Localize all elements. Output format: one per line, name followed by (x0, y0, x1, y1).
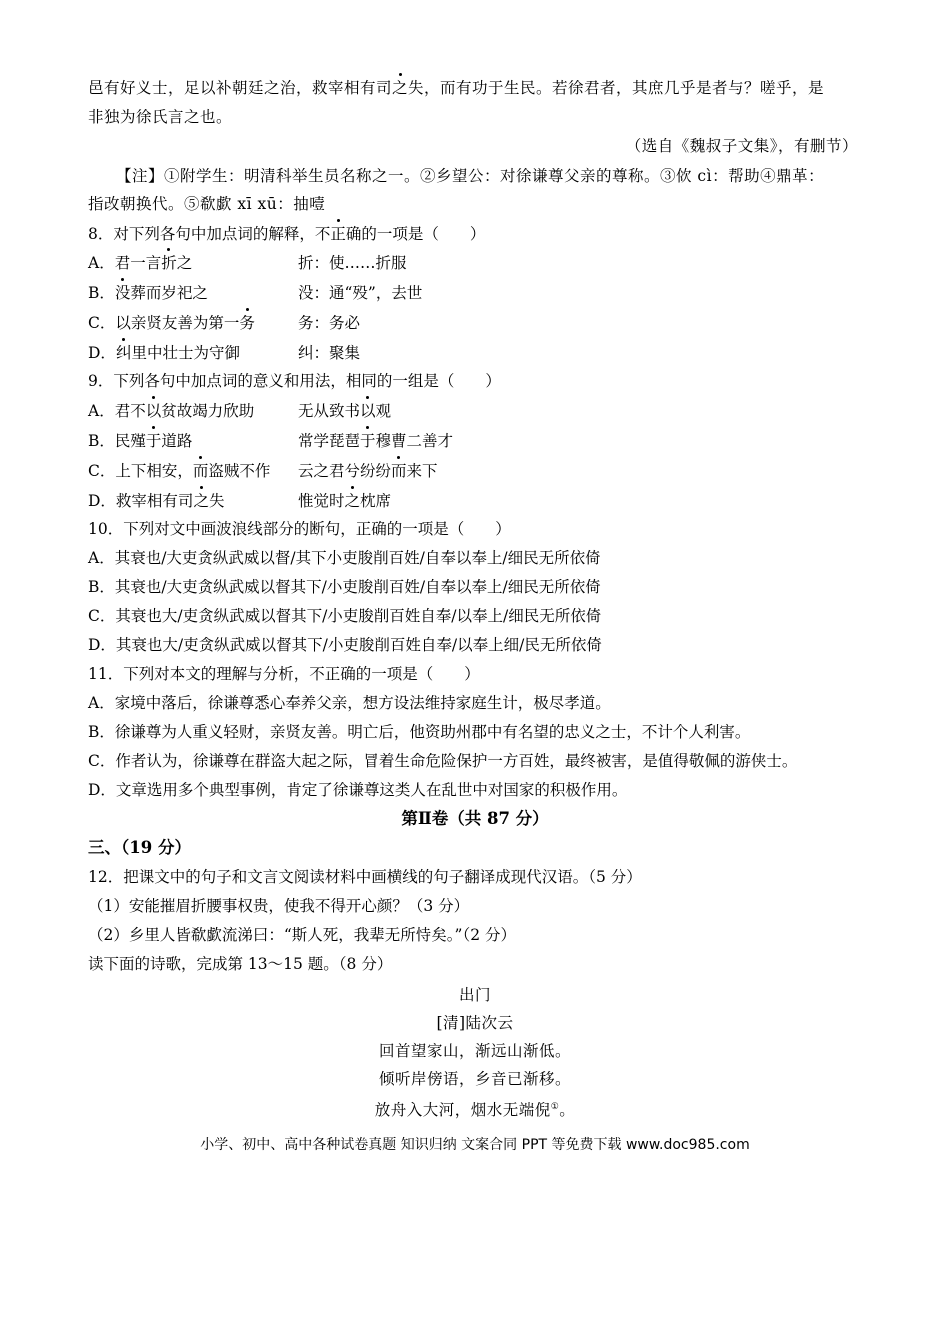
poem-line-2: 倾听岸傍语，乡音已渐移。 (378, 1070, 571, 1088)
option-text: B．民殣 (88, 432, 146, 450)
dotted-word: 折 (161, 254, 177, 272)
notes-line-2: 指改朝换代。⑤欷歔 xī xū：抽噎 (88, 195, 326, 213)
question-10-option-a: A．其衰也/大吏贪纵武威以督/其下小吏朘削百姓/自奉以奉上/细民无所依倚 (88, 549, 601, 567)
poem-text: 放舟入大河，烟水无端倪 (374, 1101, 551, 1120)
dotted-word: 不正确 (314, 225, 362, 243)
question-12-sentence-2: （2）乡里人皆欷歔流涕曰：“斯人死，我辈无所恃矣。”（2 分） (88, 926, 517, 944)
option-text: 贫故竭力欣助 (161, 402, 255, 420)
poem-instructions: 读下面的诗歌，完成第 13～15 题。（8 分） (88, 955, 393, 973)
poem-line-3 (0, 1097, 950, 1120)
question-10-option-c: C．其衰也大/吏贪纵武威以督其下/小吏朘削百姓自奉/以奉上/细民无所依倚 (88, 607, 602, 625)
question-10-option-b: B．其衰也/大吏贪纵武威以督其下/小吏朘削百姓/自奉以奉上/细民无所依倚 (88, 578, 601, 596)
page-footer: 小学、初中、高中各种试卷真题 知识归纳 文案合同 PPT 等免费下载 www.doc985.com (200, 1137, 750, 1153)
section-3-heading: 三、（19 分） (88, 838, 191, 857)
option-text: D．救宰相有司 (88, 492, 194, 510)
option-text: 道路 (161, 432, 193, 450)
option-text: 里中壮士为守御 (131, 344, 240, 362)
option-text: 无从致书 (298, 402, 361, 420)
option-text: A．君不 (88, 402, 146, 420)
poem-title: 出门 (458, 986, 491, 1004)
question-12-sentence-1: （1）安能摧眉折腰事权贵，使我不得开心颜？（3 分） (88, 897, 470, 915)
dotted-word: 而 (192, 462, 209, 480)
question-9-option-d-left (88, 491, 224, 511)
passage-line-1 (88, 78, 824, 98)
question-8-answer-c: 务：务必 (298, 314, 361, 332)
dotted-word: 没 (114, 284, 131, 302)
question-8-option-d (88, 343, 240, 363)
question-12-stem: 12．把课文中的句子和文言文阅读材料中画横线的句子翻译成现代汉语。（5 分） (88, 868, 642, 886)
footnote-marker: ① (550, 1102, 560, 1112)
dotted-word: 纠 (115, 344, 132, 362)
question-9-stem: 9．下列各句中加点词的意义和用法，相同的一组是（ ） (88, 372, 501, 390)
option-text: B． (88, 284, 115, 302)
option-text: D． (88, 344, 116, 362)
option-text: 失 (208, 492, 225, 510)
dotted-word: 务 (239, 314, 255, 332)
option-text: 云之君兮纷纷 (298, 462, 392, 480)
question-8-option-a (88, 253, 192, 273)
option-text: 葬而岁祀之 (130, 284, 208, 302)
option-text: C．上下相安， (88, 462, 193, 480)
question-8-option-b (88, 283, 208, 303)
question-9-option-a-right (298, 401, 391, 421)
passage-text: 邑有好义士，足以补朝廷之治，救宰相有司 (88, 79, 393, 97)
poem-line-1: 回首望家山，渐远山渐低。 (378, 1042, 571, 1060)
dotted-word: 之 (344, 492, 361, 510)
notes-line-1: 【注】①附学生：明清科举生员名称之一。②乡望公：对徐谦尊父亲的尊称。③佽 cì：帮助④鼎革： (116, 167, 825, 185)
dotted-word: 之 (193, 492, 209, 510)
part-2-title: 第Ⅱ卷（共 87 分） (401, 809, 549, 828)
poem-author: [清]陆次云 (436, 1014, 514, 1032)
option-text: A．君一言 (88, 254, 162, 272)
option-text: 枕席 (360, 492, 392, 510)
dotted-word: 之 (392, 79, 409, 97)
question-8-answer-b: 没：通“殁”，去世 (298, 284, 423, 302)
question-11-option-d: D．文章选用多个典型事例，肯定了徐谦尊这类人在乱世中对国家的积极作用。 (88, 781, 628, 799)
option-text: 观 (375, 402, 392, 420)
dotted-word: 于 (145, 432, 162, 450)
question-9-option-a-left (88, 401, 254, 421)
question-11-option-c: C．作者认为，徐谦尊在群盗大起之际，冒着生命危险保护一方百姓，最终被害，是值得敬佩的游侠士。 (88, 752, 798, 770)
question-8-option-c (88, 313, 255, 333)
question-9-option-d-right (298, 491, 391, 511)
option-text: 来下 (406, 462, 438, 480)
question-11-option-b: B．徐谦尊为人重义轻财，亲贤友善。明亡后，他资助州郡中有名望的忠义之士，不计个人利害。 (88, 723, 751, 741)
question-9-option-b-left (88, 431, 192, 451)
passage-text: 失，而有功于生民。若徐君者，其庶几乎是者与？嗟乎，是 (408, 79, 825, 97)
option-text: 穆曹二善才 (375, 432, 454, 450)
option-text: 盗贼不作 (208, 462, 271, 480)
source-citation: （选自《魏叔子文集》，有删节） (625, 137, 858, 155)
dotted-word: 以 (145, 402, 162, 420)
question-8-answer-a: 折：使……折服 (298, 254, 407, 272)
option-text: 惟觉时 (298, 492, 345, 510)
option-text: 常学琵琶 (298, 432, 361, 450)
question-11-option-a: A．家境中落后，徐谦尊悉心奉养父亲，想方设法维持家庭生计，极尽孝道。 (88, 694, 611, 712)
question-9-option-b-right (298, 431, 453, 451)
stem-text: 的一项是（ ） (361, 225, 486, 243)
question-10-stem: 10．下列对文中画波浪线部分的断句，正确的一项是（ ） (88, 520, 511, 538)
question-9-option-c-left (88, 461, 270, 481)
passage-line-2: 非独为徐氏言之也。 (88, 108, 233, 126)
question-9-option-c-right (298, 461, 438, 481)
stem-text: 8．对下列各句中加点词的解释， (88, 225, 315, 243)
option-text: C．以亲贤友善为第一 (88, 314, 240, 332)
dotted-word: 以 (360, 402, 376, 420)
question-11-stem: 11．下列对本文的理解与分析，不正确的一项是（ ） (88, 665, 480, 683)
question-10-option-d: D．其衰也大/吏贪纵武威以督其下/小吏朘削百姓自奉/以奉上细/民无所依倚 (88, 636, 602, 654)
option-text: 之 (176, 254, 193, 272)
question-8-answer-d: 纠：聚集 (298, 344, 361, 362)
dotted-word: 而 (391, 462, 407, 480)
poem-punct: 。 (559, 1101, 576, 1120)
question-8-stem (88, 224, 485, 244)
dotted-word: 于 (360, 432, 376, 450)
